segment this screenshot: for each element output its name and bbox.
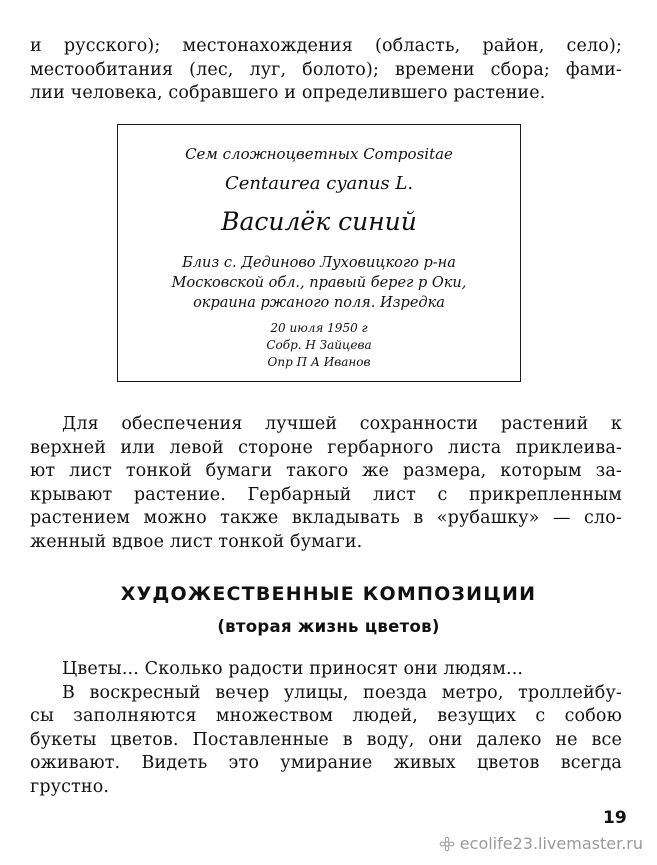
section-subheading: (вторая жизнь цветов) — [217, 617, 440, 636]
label-collector: Собр. Н Зайцева — [266, 338, 372, 352]
label-russian-name: Василёк синий — [221, 207, 417, 236]
flower-icon — [439, 836, 455, 852]
text-line: и русского); местонахождения (область, район, село); — [30, 36, 622, 56]
text-line: лии человека, собравшего и определившего растение. — [30, 83, 546, 103]
herbarium-label — [117, 124, 521, 382]
text-line: оживают. Видеть это умирание живых цветов всегда — [30, 753, 622, 773]
text-line: Для обеспечения лучшей сохранности растений к — [62, 414, 622, 434]
text-line: верхней или левой стороне гербарного листа приклеива- — [30, 437, 622, 458]
label-locality-line: Близ с. Дединово Луховицкого р-на — [182, 255, 456, 271]
text-line: сы заполняются множеством людей, везущих с собою — [30, 706, 622, 726]
text-line: ют лист тонкой бумаги такого же размера, которым за- — [30, 461, 622, 481]
text-line: Цветы... Сколько радости приносят они людям... — [62, 659, 524, 679]
label-locality-line: окраина ржаного поля. Изредка — [193, 295, 445, 311]
text-line: растением можно также вкладывать в «рубашку» — сло- — [30, 508, 622, 528]
text-line: грустно. — [30, 776, 110, 797]
watermark-text: ecolife23.livemaster.ru — [459, 834, 643, 853]
text-line: В воскресный вечер улицы, поезда метро, троллейбу- — [62, 682, 622, 703]
label-date: 20 июля 1950 г — [270, 321, 368, 335]
section-heading: ХУДОЖЕСТВЕННЫЕ КОМПОЗИЦИИ — [120, 583, 537, 605]
text-line: женный вдвое лист тонкой бумаги. — [30, 531, 363, 552]
watermark[interactable] — [439, 834, 643, 853]
label-locality-line: Московской обл., правый берег р Оки, — [171, 275, 467, 291]
label-family: Сем сложноцветных Compositae — [185, 145, 453, 163]
text-line: букеты цветов. Поставленные в воду, они далеко не все — [30, 729, 622, 750]
paragraph-middle — [30, 413, 622, 554]
label-determiner: Опр П А Иванов — [267, 355, 371, 369]
label-latin-name: Centaurea cyanus L. — [224, 173, 414, 194]
text-line: крывают растение. Гербарный лист с прикрепленным — [30, 484, 622, 505]
paragraph-bottom — [30, 658, 622, 799]
page-number: 19 — [603, 808, 627, 828]
text-line: местообитания (лес, луг, болото); времени сбора; фами- — [30, 59, 622, 80]
paragraph-top — [30, 35, 622, 106]
